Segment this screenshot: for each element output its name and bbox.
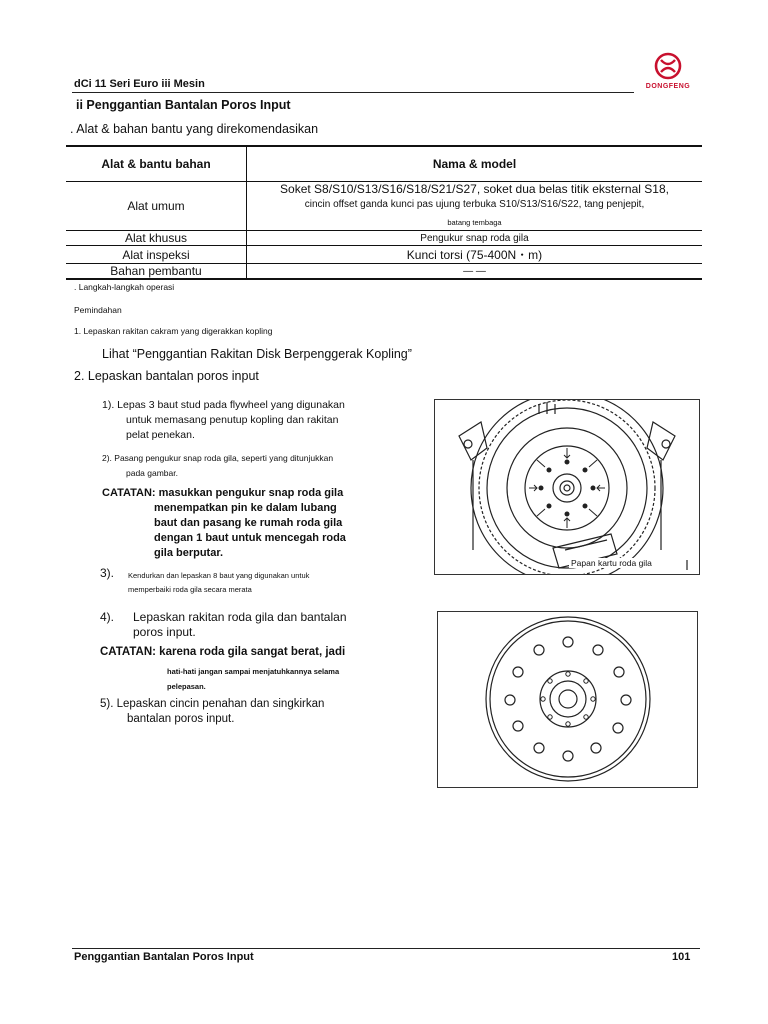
general-tools-line: cincin offset ganda kunci pas ujung terbuka S10/S13/S16/S22, tang penjepit, [304, 199, 645, 210]
substep-5: 5). Lepaskan cincin penahan dan singkirkan bantalan poros input. [100, 698, 325, 725]
table-cell-value [247, 182, 703, 231]
substep-2: 2). Pasang pengukur snap roda gila, seperti yang ditunjukkan pada gambar. [102, 453, 334, 478]
substep-3: Kendurkan dan lepaskan 8 baut yang digunakan untuk memperbaiki roda gila secara merata [128, 571, 310, 594]
header-rule [72, 92, 634, 93]
substep-3-number: 3). [100, 566, 115, 580]
page-number: 101 [672, 951, 691, 963]
substep-1: 1). Lepas 3 baut stud pada flywheel yang digunakan untuk memasang penutup kopling dan rakitan pelat penekan. [102, 399, 345, 441]
note-2: CATATAN: karena roda gila sangat berat, jadi [100, 646, 346, 658]
removal-heading: Pemindahan [74, 305, 122, 315]
table-row [66, 264, 702, 280]
table-cell-value: Kunci torsi (75-400N・m) [247, 246, 703, 264]
brand-name: DONGFENG [645, 83, 691, 90]
note-1: CATATAN: masukkan pengukur snap roda gila menempatkan pin ke dalam lubang baut dan pasang ke rumah roda gila dengan 1 baut untuk mencegah roda gila berputar. [102, 487, 346, 559]
tools-table [66, 145, 702, 280]
step-1: 1. Lepaskan rakitan cakram yang digerakkan kopling [74, 326, 273, 336]
table-header-name-model: Nama & model [247, 146, 703, 182]
table-cell-category: Alat inspeksi [66, 246, 247, 264]
flywheel-drawing [438, 612, 697, 787]
table-cell-value: — — [247, 264, 703, 280]
substep-4: Lepaskan rakitan roda gila dan bantalan poros input. [133, 610, 347, 639]
snap-gauge-label: Papan kartu roda gila [571, 558, 652, 568]
figure-flywheel-snap-gauge [434, 399, 700, 575]
operations-heading: . Langkah-langkah operasi [74, 282, 175, 292]
section-title: ii Penggantian Bantalan Poros Input [76, 98, 291, 112]
note-2-detail: hati-hati jangan sampai menjatuhkannya selama pelepasan. [167, 667, 340, 691]
footer-rule [72, 948, 700, 949]
flywheel-housing-drawing [435, 400, 699, 574]
table-header-row [66, 146, 702, 182]
table-cell-category: Bahan pembantu [66, 264, 247, 280]
table-header-tools: Alat & bantu bahan [66, 146, 247, 182]
step-2: 2. Lepaskan bantalan poros input [74, 369, 259, 383]
tools-heading: . Alat & bahan bantu yang direkomendasikan [70, 122, 319, 136]
step-1-reference: Lihat “Penggantian Rakitan Disk Berpenggerak Kopling” [102, 347, 412, 361]
figure-flywheel-face [437, 611, 698, 788]
dongfeng-logo-icon [648, 52, 688, 80]
table-row [66, 182, 702, 231]
table-cell-value: Pengukur snap roda gila [247, 231, 703, 246]
footer-title: Penggantian Bantalan Poros Input [74, 951, 254, 963]
table-cell-category: Alat umum [66, 182, 247, 231]
table-row [66, 231, 702, 246]
table-cell-category: Alat khusus [66, 231, 247, 246]
brand-logo [636, 52, 700, 92]
substep-4-number: 4). [100, 610, 115, 624]
general-tools-line: batang tembaga [447, 218, 502, 227]
general-tools-line: Soket S8/S10/S13/S16/S18/S21/S27, soket dua belas titik eksternal S18, [280, 182, 669, 196]
table-row [66, 246, 702, 264]
document-title: dCi 11 Seri Euro iii Mesin [74, 78, 205, 90]
